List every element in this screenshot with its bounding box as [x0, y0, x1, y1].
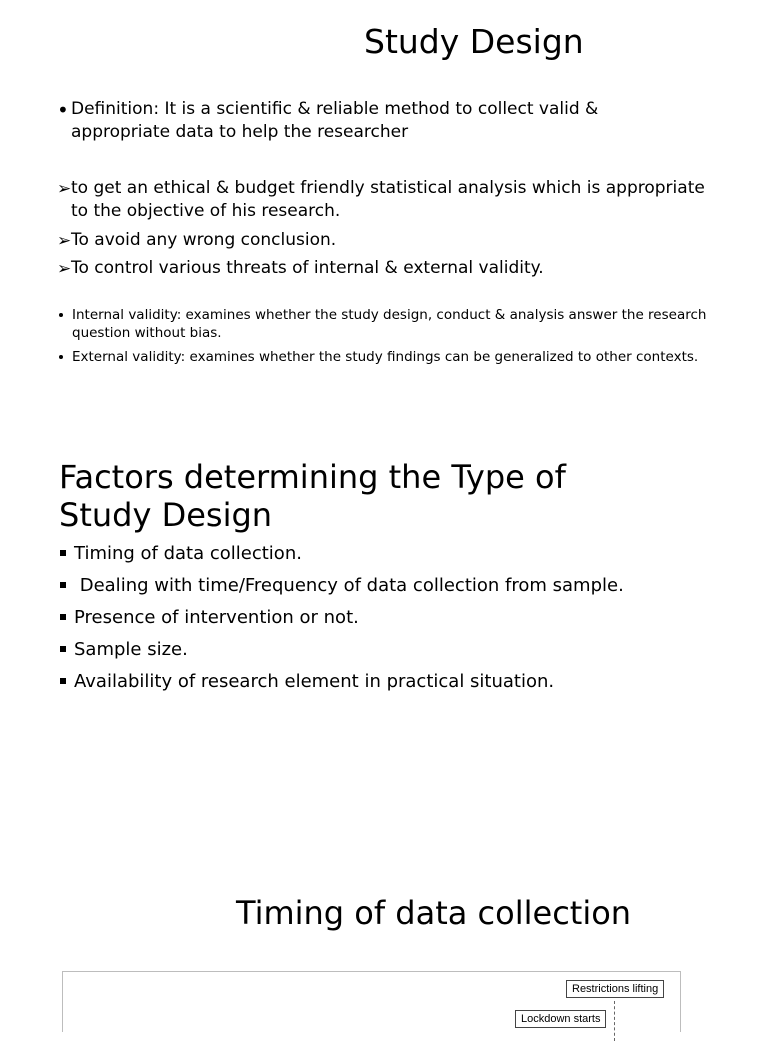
small-bullet-icon — [59, 313, 63, 317]
factor-item — [60, 606, 359, 630]
arrow-item-line: to the objective of his research. — [71, 201, 341, 221]
sub-item-text: External validity: examines whether the study findings can be generalized to other contexts. — [72, 349, 699, 365]
dashed-connector — [614, 1001, 615, 1041]
factor-item-text: Availability of research element in practical situation. — [74, 671, 555, 692]
definition-line: Definition: It is a scientific & reliable method to collect valid & — [71, 99, 599, 119]
factor-item-text: Sample size. — [74, 639, 188, 660]
lockdown-starts-box: Lockdown starts — [515, 1010, 606, 1028]
definition-bullet — [57, 98, 737, 144]
sub-item-internal-validity — [59, 306, 749, 342]
arrow-bullet-icon: ➢ — [57, 259, 72, 279]
arrow-item — [57, 257, 757, 281]
square-bullet-icon — [60, 582, 66, 588]
small-bullet-icon — [59, 355, 63, 359]
arrow-item — [57, 177, 757, 223]
sub-item-line: Internal validity: examines whether the study design, conduct & analysis answer the research — [72, 307, 707, 323]
arrow-bullet-icon: ➢ — [57, 231, 72, 251]
slide-title-factors — [59, 458, 566, 534]
slide-title-line: Factors determining the Type of — [59, 458, 566, 496]
square-bullet-icon — [60, 646, 66, 652]
factor-item-text: Presence of intervention or not. — [74, 607, 359, 628]
arrow-item-text — [71, 177, 705, 223]
factor-item — [60, 574, 624, 598]
arrow-bullet-icon: ➢ — [57, 179, 72, 199]
arrow-item-text: To control various threats of internal & external validity. — [71, 258, 544, 278]
arrow-item-text: To avoid any wrong conclusion. — [71, 230, 337, 250]
arrow-item-line: to get an ethical & budget friendly statistical analysis which is appropriate — [71, 178, 705, 198]
sub-item-text — [72, 306, 706, 342]
arrow-item — [57, 229, 757, 253]
diagram-frame — [62, 971, 681, 1032]
definition-line: appropriate data to help the researcher — [71, 122, 409, 142]
square-bullet-icon — [60, 614, 66, 620]
definition-text — [71, 98, 598, 144]
square-bullet-icon — [60, 678, 66, 684]
factor-item — [60, 542, 302, 566]
factor-item — [60, 670, 554, 694]
square-bullet-icon — [60, 550, 66, 556]
bullet-dot-icon: • — [57, 98, 69, 122]
slide-title-timing: Timing of data collection — [236, 894, 632, 932]
factor-item-text: Dealing with time/Frequency of data collection from sample. — [74, 575, 624, 596]
restrictions-lifting-box: Restrictions lifting — [566, 980, 664, 998]
factor-item — [60, 638, 188, 662]
slide-title-study-design: Study Design — [364, 22, 584, 61]
slide-title-line: Study Design — [59, 496, 273, 534]
sub-item-line: question without bias. — [72, 325, 222, 341]
sub-item-external-validity — [59, 348, 749, 366]
factor-item-text: Timing of data collection. — [74, 543, 302, 564]
